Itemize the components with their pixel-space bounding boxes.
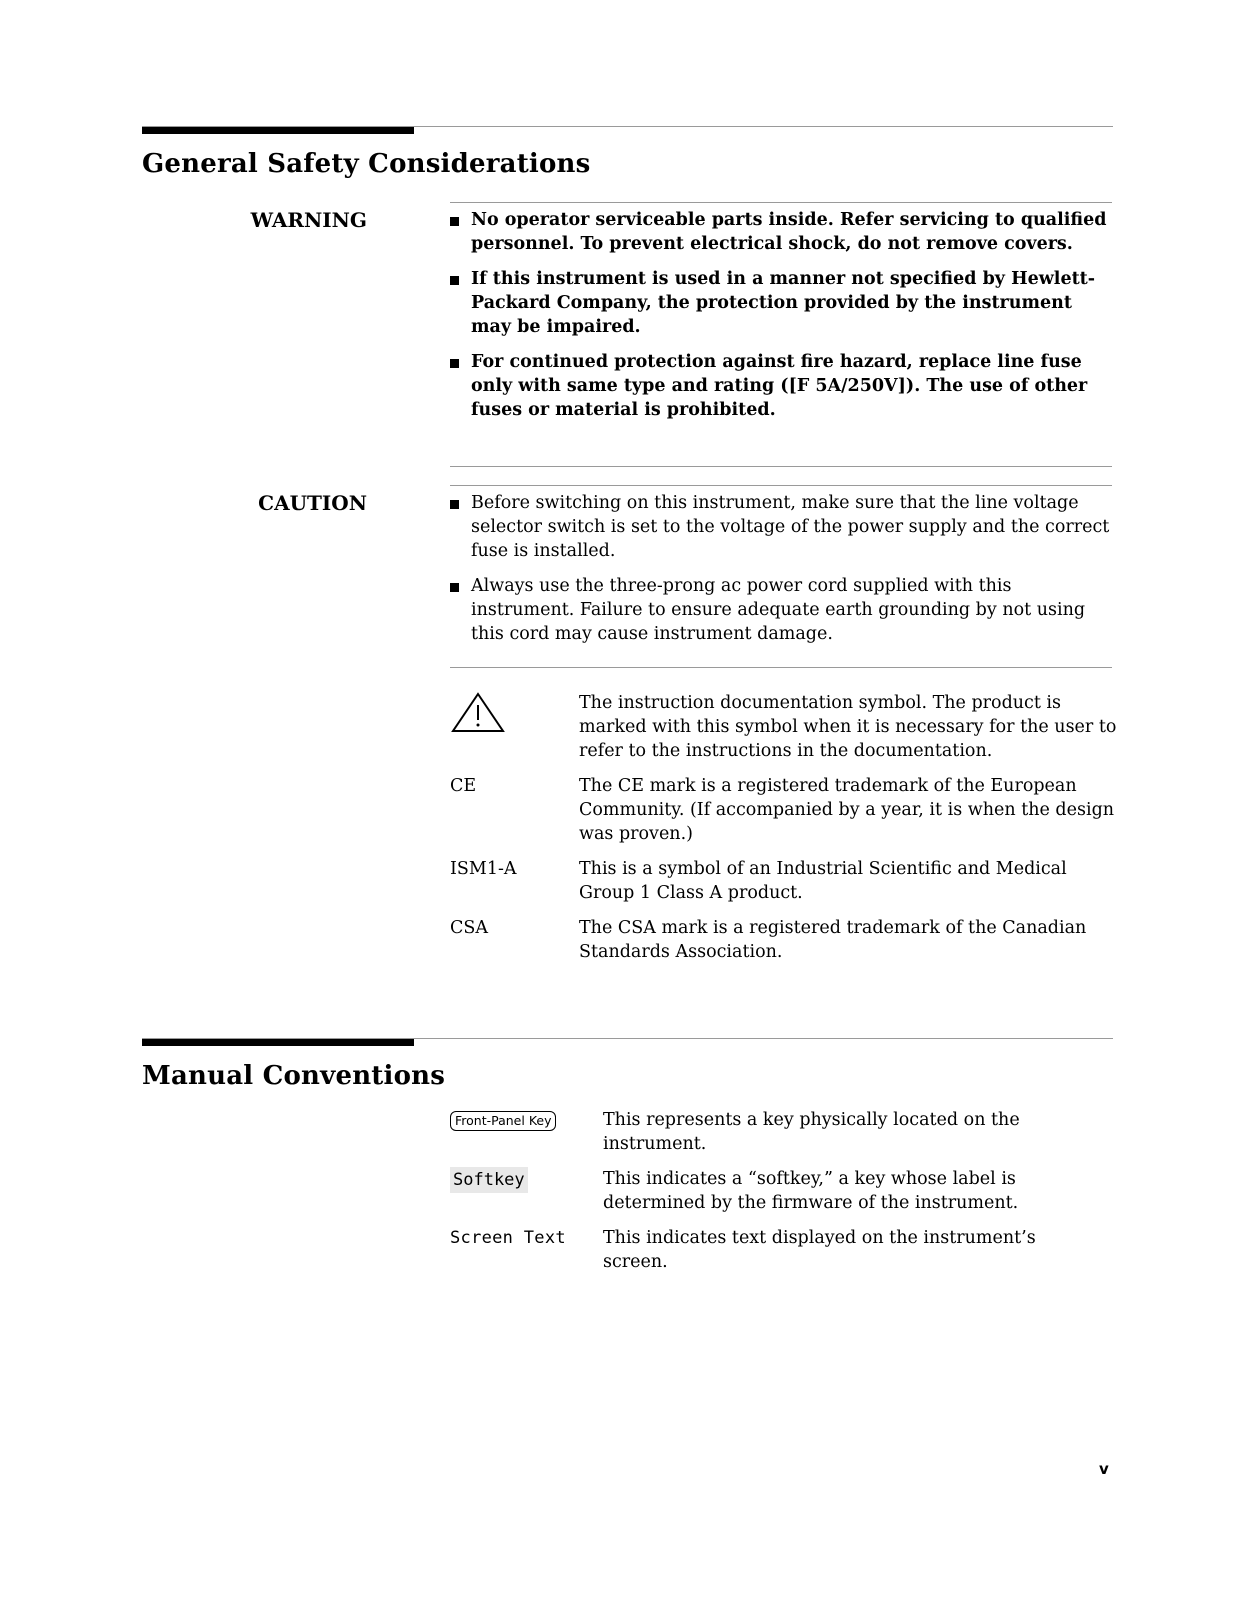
symbol-description: The instruction documentation symbol. The product is marked with this symbol when it is necessary for the user to refer to the instructions in the documentation. xyxy=(579,693,1117,761)
page-number: v xyxy=(1099,1460,1109,1478)
symbol-row xyxy=(450,857,1119,905)
section-title-safety: General Safety Considerations xyxy=(142,149,591,179)
caution-top-divider xyxy=(450,485,1112,486)
section-rule xyxy=(142,126,1113,127)
symbol-row xyxy=(450,916,1119,964)
warning-list xyxy=(450,208,1115,433)
warning-item: For continued protection against fire hazard, replace line fuse only with same type and rating ([F 5A/250V]). The use of other fuses or material is prohibited. xyxy=(450,350,1115,422)
caution-bottom-divider xyxy=(450,667,1112,668)
convention-description: This indicates text displayed on the instrument’s screen. xyxy=(603,1228,1036,1272)
warning-item: If this instrument is used in a manner not specified by Hewlett-Packard Company, the protection provided by the instrument may be impaired. xyxy=(450,267,1115,339)
symbol-term: CSA xyxy=(450,918,489,938)
caution-item: Before switching on this instrument, make sure that the line voltage selector switch is set to the voltage of the power supply and the correct fuse is installed. xyxy=(450,491,1115,563)
symbol-row xyxy=(450,774,1119,846)
screen-text-example: Screen Text xyxy=(450,1228,566,1248)
section-rule xyxy=(142,1038,1113,1039)
symbol-term xyxy=(450,691,579,763)
symbol-description: The CE mark is a registered trademark of the European Community. (If accompanied by a year, it is when the design was proven.) xyxy=(579,776,1115,844)
warning-triangle-icon xyxy=(450,691,506,735)
warning-bottom-divider xyxy=(450,466,1112,467)
symbol-description: This is a symbol of an Industrial Scientific and Medical Group 1 Class A product. xyxy=(579,859,1067,903)
section-rule-thick xyxy=(142,1038,414,1046)
warning-top-divider xyxy=(450,202,1112,203)
conventions-list xyxy=(450,1108,1063,1285)
convention-description: This indicates a “softkey,” a key whose label is determined by the firmware of the instrument. xyxy=(603,1169,1019,1213)
convention-row xyxy=(450,1108,1063,1156)
symbol-description: The CSA mark is a registered trademark of the Canadian Standards Association. xyxy=(579,918,1087,962)
convention-row xyxy=(450,1226,1063,1274)
softkey-example: Softkey xyxy=(450,1167,528,1193)
symbol-term: CE xyxy=(450,776,477,796)
symbol-term: ISM1-A xyxy=(450,859,517,879)
caution-label: CAUTION xyxy=(258,491,367,515)
section-rule-thick xyxy=(142,126,414,134)
convention-row xyxy=(450,1167,1063,1215)
caution-list xyxy=(450,491,1115,657)
warning-label: WARNING xyxy=(250,208,367,232)
symbol-row xyxy=(450,691,1119,763)
caution-item: Always use the three-prong ac power cord supplied with this instrument. Failure to ensure adequate earth grounding by not using this cord may cause instrument damage. xyxy=(450,574,1115,646)
front-panel-key-example: Front-Panel Key xyxy=(450,1111,556,1131)
convention-description: This represents a key physically located on the instrument. xyxy=(603,1110,1020,1154)
warning-item: No operator serviceable parts inside. Refer servicing to qualified personnel. To prevent electrical shock, do not remove covers. xyxy=(450,208,1115,256)
symbol-list xyxy=(450,691,1119,975)
section-title-conventions: Manual Conventions xyxy=(142,1061,446,1091)
